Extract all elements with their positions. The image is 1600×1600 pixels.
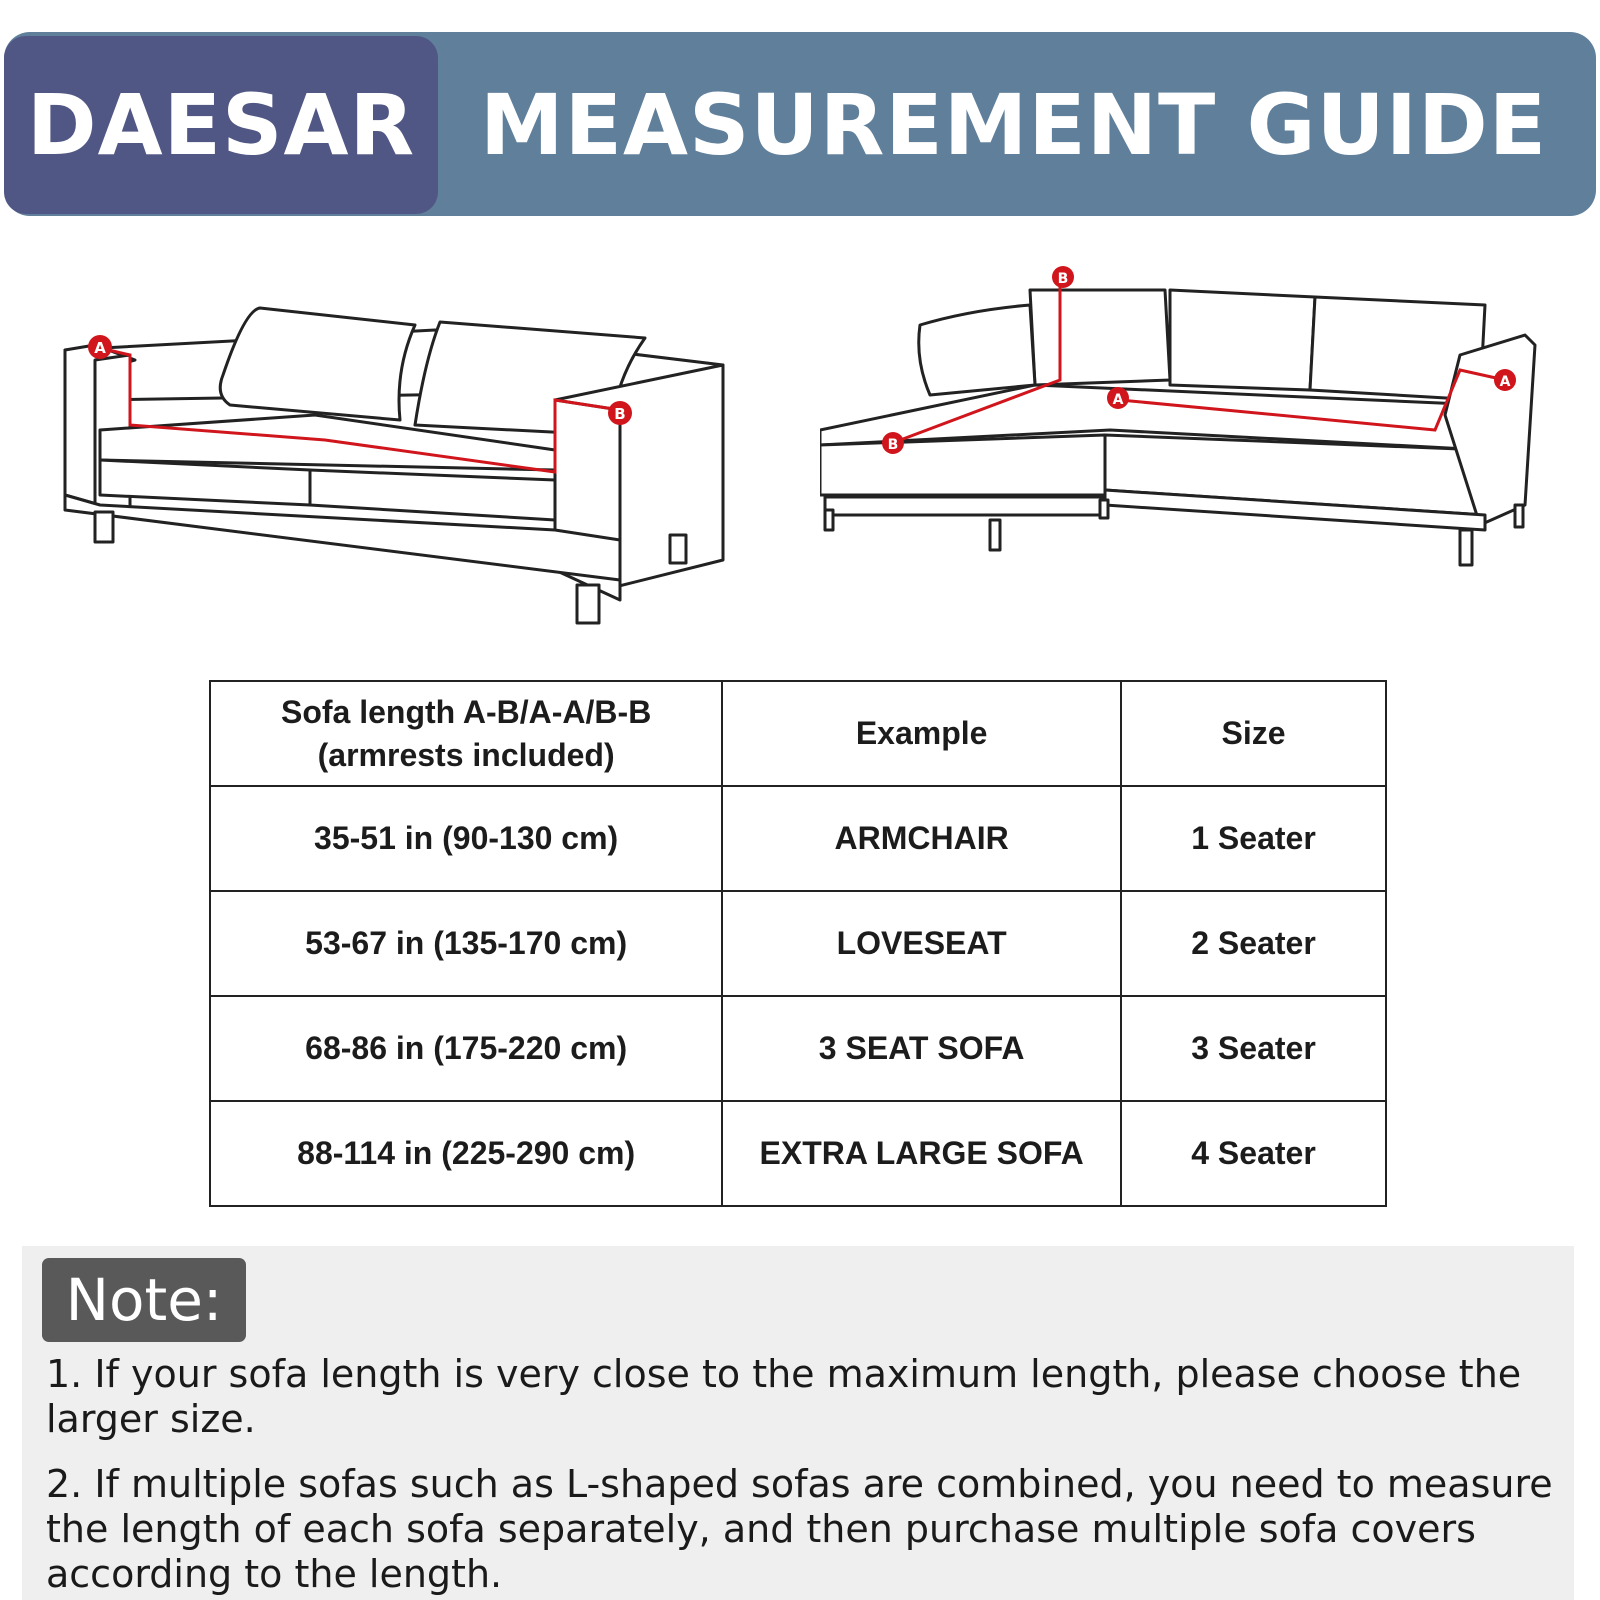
cell-size: 2 Seater bbox=[1121, 891, 1386, 996]
table-row bbox=[210, 1101, 1386, 1206]
side-pillow bbox=[919, 305, 1035, 395]
marker-b-label: B bbox=[614, 405, 626, 423]
marker-a-corner bbox=[1107, 387, 1129, 409]
marker-b-chaise bbox=[882, 432, 904, 454]
marker-a-arm-label: A bbox=[1499, 374, 1511, 390]
cell-example: 3 SEAT SOFA bbox=[722, 996, 1121, 1101]
chaise-front bbox=[820, 435, 1105, 495]
chaise-base bbox=[825, 497, 1105, 515]
cell-size: 4 Seater bbox=[1121, 1101, 1386, 1206]
cell-example: LOVESEAT bbox=[722, 891, 1121, 996]
table-row bbox=[210, 996, 1386, 1101]
cell-length: 35-51 in (90-130 cm) bbox=[210, 786, 722, 891]
sofa-diagram-l-shaped bbox=[820, 265, 1575, 585]
leg-2 bbox=[990, 520, 1000, 550]
size-table bbox=[209, 680, 1387, 1207]
note-item-1: 1. If your sofa length is very close to the maximum length, please choose the larger size. bbox=[46, 1352, 1522, 1441]
cell-example: ARMCHAIR bbox=[722, 786, 1121, 891]
brand-name: DAESAR bbox=[26, 76, 416, 174]
cell-example: EXTRA LARGE SOFA bbox=[722, 1101, 1121, 1206]
note-badge bbox=[42, 1258, 246, 1342]
note-item-2: 2. If multiple sofas such as L-shaped sofas are combined, you need to measure the length of each sofa separately, and then purchase multiple sofa covers according to the length. bbox=[46, 1462, 1553, 1596]
leg-4 bbox=[1460, 530, 1472, 565]
marker-a-label: A bbox=[94, 339, 106, 357]
header-sofa-length-line2: (armrests included) bbox=[317, 736, 615, 773]
cell-length: 88-114 in (225-290 cm) bbox=[210, 1101, 722, 1206]
marker-a bbox=[88, 335, 112, 359]
header-sofa-length-line1: Sofa length A-B/A-A/B-B bbox=[280, 693, 652, 730]
marker-a-corner-label: A bbox=[1112, 392, 1124, 408]
marker-a-arm bbox=[1494, 369, 1516, 391]
header-size: Size bbox=[1121, 681, 1386, 786]
leg-3 bbox=[1100, 500, 1108, 518]
back-cushion-left bbox=[220, 308, 415, 420]
marker-b-chaise-label: B bbox=[887, 437, 899, 453]
marker-b-top bbox=[1052, 266, 1074, 288]
table-row bbox=[210, 891, 1386, 996]
table-header-row bbox=[210, 681, 1386, 786]
cell-size: 1 Seater bbox=[1121, 786, 1386, 891]
leg-2 bbox=[577, 585, 599, 623]
seat-cushion-right bbox=[310, 470, 555, 520]
back-cushion-2 bbox=[1170, 290, 1315, 390]
cell-length: 68-86 in (175-220 cm) bbox=[210, 996, 722, 1101]
back-cushion-1 bbox=[1030, 290, 1170, 385]
brand-box bbox=[4, 36, 438, 214]
cell-size: 3 Seater bbox=[1121, 996, 1386, 1101]
straight-sofa-illustration bbox=[55, 300, 745, 640]
sofa-diagram-straight bbox=[55, 300, 745, 640]
leg-1 bbox=[95, 512, 113, 542]
leg-5 bbox=[1515, 505, 1523, 527]
header-example: Example bbox=[722, 681, 1121, 786]
l-shaped-sofa-illustration bbox=[820, 265, 1575, 585]
leg-3 bbox=[670, 535, 686, 563]
page-title: MEASUREMENT GUIDE bbox=[480, 76, 1548, 174]
marker-b bbox=[608, 401, 632, 425]
cell-length: 53-67 in (135-170 cm) bbox=[210, 891, 722, 996]
header-sofa-length bbox=[210, 681, 722, 786]
table-row bbox=[210, 786, 1386, 891]
leg-1 bbox=[825, 510, 833, 530]
note-label: Note: bbox=[65, 1266, 223, 1334]
marker-b-top-label: B bbox=[1057, 271, 1069, 287]
